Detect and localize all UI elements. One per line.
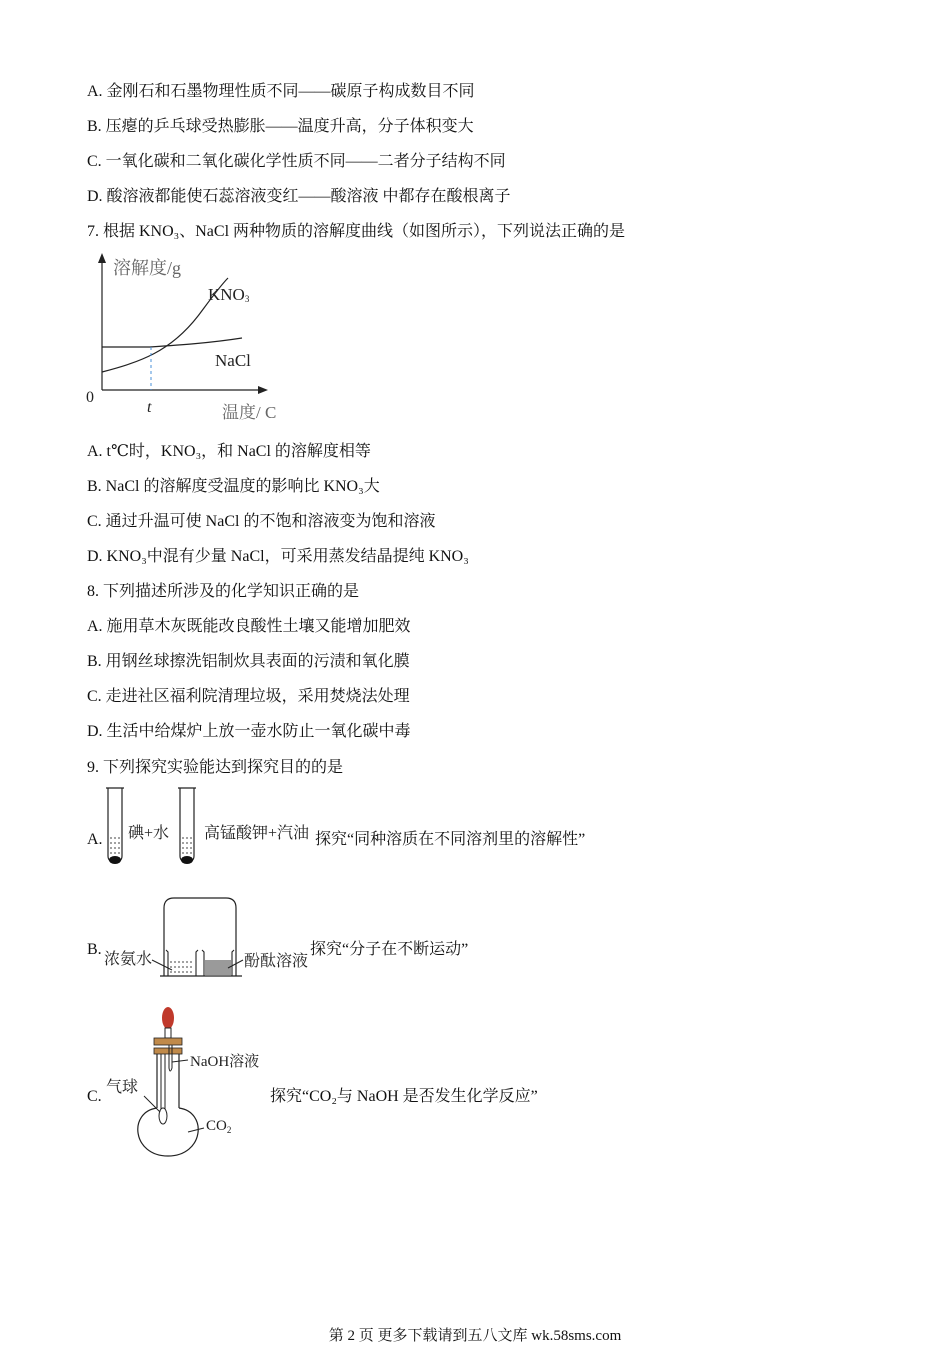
test-tubes-figure — [100, 786, 320, 868]
q9-a-desc: 探究“同种溶质在不同溶剂里的溶解性” — [315, 831, 586, 848]
q6-option-c: C. 一氧化碳和二氧化碳化学性质不同——二者分子结构不同 — [87, 153, 506, 170]
q7-option-c: C. 通过升温可使 NaCl 的不饱和溶液变为饱和溶液 — [87, 513, 436, 530]
kno3-label: KNO3 — [208, 285, 250, 304]
q8-option-d: D. 生活中给煤炉上放一壶水防止一氧化碳中毒 — [87, 723, 411, 740]
beaker-phenolphthalein — [202, 950, 234, 976]
co2-label: $CO_2$ — [206, 1118, 232, 1135]
ammonia-label: 浓氨水 — [104, 951, 153, 968]
q9-c-letter: C. — [87, 1088, 102, 1105]
y-axis-label: 溶解度/g — [113, 258, 182, 278]
q7-stem: 7. 根据 KNO₃、NaCl 两种物质的溶解度曲线（如图所示），下列说法正确的是 — [87, 223, 626, 240]
q7-option-b: B. NaCl 的溶解度受温度的影响比 KNO₃大 — [87, 478, 380, 495]
q9-b-letter: B. — [87, 941, 102, 958]
stopper — [154, 1038, 182, 1045]
q6-option-d: D. 酸溶液都能使石蕊溶液变红——酸溶液 中都存在酸根离子 — [87, 188, 511, 205]
beaker-bell-jar-figure — [100, 894, 315, 984]
balloon-label: 气球 — [106, 1079, 139, 1096]
tube1-label: 碘+水 — [128, 825, 170, 842]
dropper-bulb — [162, 1007, 174, 1029]
q7-option-d: D. KNO₃中混有少量 NaCl，可采用蒸发结晶提纯 KNO₃ — [87, 548, 469, 565]
nacl-label: NaCl — [215, 351, 251, 370]
phenolphthalein-label: 酚酞溶液 — [244, 953, 309, 970]
q9-a-letter: A. — [87, 831, 103, 848]
origin-label: 0 — [86, 389, 94, 406]
page-footer: 第 2 页 更多下载请到五八文库 wk.58sms.com — [328, 1328, 622, 1344]
beaker-ammonia — [166, 950, 198, 976]
q9-b-desc: 探究“分子在不断运动” — [310, 941, 469, 958]
q8-option-c: C. 走进社区福利院清理垃圾，采用焚烧法处理 — [87, 688, 410, 705]
x-axis-label: 温度/ C — [222, 403, 277, 422]
x-axis-arrow-icon — [258, 386, 268, 394]
naoh-label: NaOH溶液 — [190, 1054, 260, 1070]
q6-option-b: B. 压瘪的乒乓球受热膨胀——温度升高，分子体积变大 — [87, 118, 474, 135]
q9-stem: 9. 下列探究实验能达到探究目的的是 — [87, 759, 344, 776]
y-axis-arrow-icon — [98, 253, 106, 263]
balloon — [159, 1108, 167, 1124]
q6-option-a: A. 金刚石和石墨物理性质不同——碳原子构成数目不同 — [87, 83, 475, 100]
q8-option-a: A. 施用草木灰既能改良酸性土壤又能增加肥效 — [87, 618, 411, 635]
q8-option-b: B. 用钢丝球擦洗铝制炊具表面的污渍和氧化膜 — [87, 653, 410, 670]
q8-stem: 8. 下列描述所涉及的化学知识正确的是 — [87, 583, 360, 600]
tube2-label: 高锰酸钾+汽油 — [204, 825, 310, 842]
solubility-chart — [80, 250, 290, 425]
q7-option-a: A. t℃时，KNO₃，和 NaCl 的溶解度相等 — [87, 443, 371, 460]
t-label: t — [147, 399, 152, 416]
flask-figure — [100, 1004, 280, 1159]
test-tube-1 — [106, 788, 124, 864]
q9-c-desc: 探究“CO₂与 NaOH 是否发生化学反应” — [270, 1088, 538, 1105]
test-tube-2 — [178, 788, 196, 864]
